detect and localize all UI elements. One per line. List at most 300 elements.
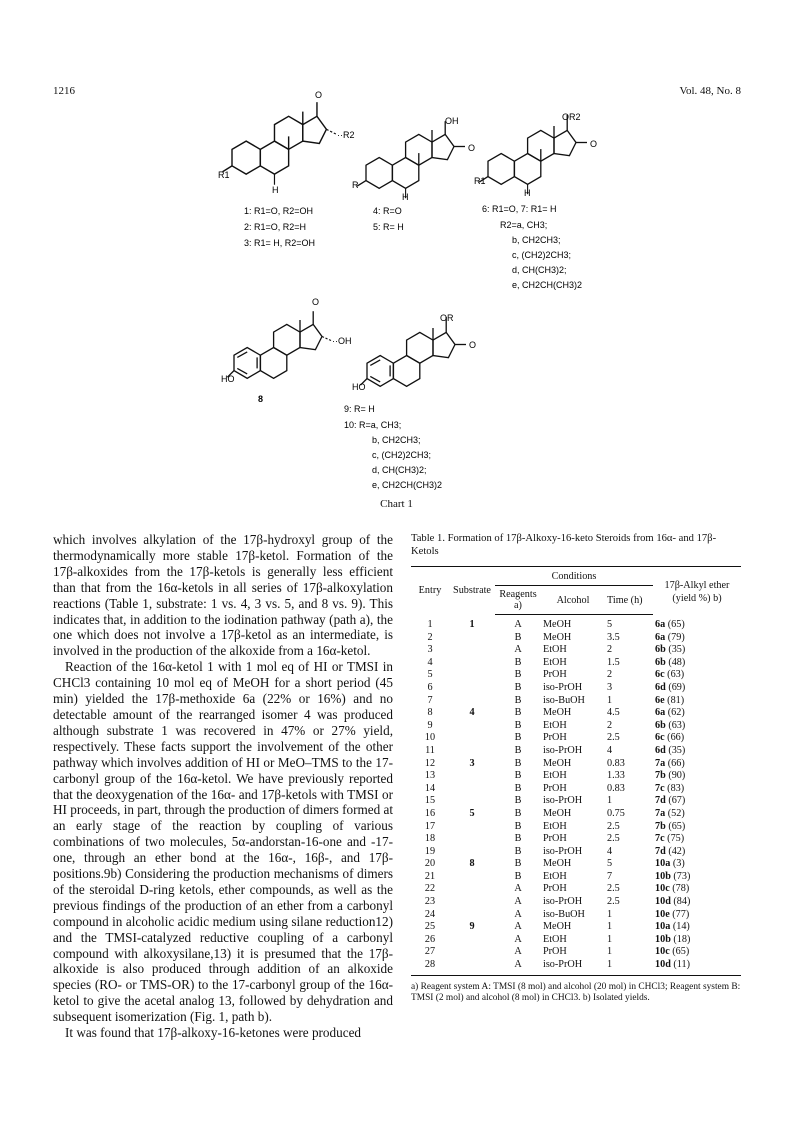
cell-product: 7b [655, 820, 666, 832]
cell-product-yield [653, 644, 741, 657]
cell-reagent: A [514, 933, 522, 945]
cell-alcohol: MeOH [543, 921, 572, 933]
cell-time: 1 [607, 908, 613, 920]
cell-reagent: B [514, 795, 522, 807]
cell-product: 10e [655, 908, 670, 920]
cell-substrate [449, 720, 495, 733]
cell-alcohol: EtOH [543, 656, 567, 668]
cell-time: 3.5 [607, 631, 620, 643]
cell-product: 6d [655, 744, 666, 756]
cell-time: 4 [607, 845, 613, 857]
compound-label: 10: R=a, CH3; [344, 420, 402, 430]
journal-volume: Vol. 48, No. 8 [679, 85, 741, 97]
table-row [411, 669, 741, 682]
cell-yield: (66) [667, 757, 685, 769]
cell-product: 6a [655, 707, 666, 719]
cell-substrate: 5 [469, 807, 475, 819]
cell-time: 1 [607, 795, 613, 807]
cell-reagent: A [514, 946, 522, 958]
cell-alcohol: EtOH [543, 933, 567, 945]
cell-substrate [449, 846, 495, 859]
compound-label: 4: R=O [373, 206, 402, 216]
col-header-reagents: Reagents a) [495, 586, 541, 615]
ho-label: HO [221, 374, 235, 384]
r2-label: ··R2 [337, 130, 355, 140]
cell-alcohol: EtOH [543, 870, 567, 882]
cell-product: 10b [655, 870, 671, 882]
table-row [411, 795, 741, 808]
cell-substrate [449, 657, 495, 670]
col-header-alcohol: Alcohol [541, 586, 605, 615]
table-footnote: a) Reagent system A: TMSI (8 mol) and alcohol (20 mol) in CHCl3; Reagent system B: TMSI (2 mol) and alcohol (8 mol) in CHCl3. b) Isolated yields. [411, 981, 741, 1004]
cell-alcohol: iso-PrOH [543, 795, 583, 807]
cell-reagent: B [514, 732, 522, 744]
h-label: H [272, 185, 279, 195]
cell-yield: (83) [667, 782, 685, 794]
cell-reagent: B [514, 770, 522, 782]
cell-alcohol: iso-PrOH [543, 681, 583, 693]
cell-yield: (66) [667, 732, 685, 744]
cell-time: 2.5 [607, 896, 620, 908]
cell-alcohol: MeOH [543, 858, 572, 870]
cell-product: 10d [655, 959, 671, 971]
h-label: H [402, 192, 409, 202]
r-label: R [352, 180, 359, 190]
cell-product-yield [653, 921, 741, 934]
col-header-time: Time (h) [605, 586, 653, 615]
cell-yield: (52) [667, 807, 685, 819]
cell-time: 1.33 [607, 770, 625, 782]
cell-entry: 24 [424, 908, 436, 920]
cell-alcohol: PrOH [543, 732, 567, 744]
cell-product-yield [653, 745, 741, 758]
cell-reagent: A [514, 896, 522, 908]
cell-entry: 25 [424, 921, 436, 933]
cell-product-yield [653, 858, 741, 871]
cell-substrate [449, 669, 495, 682]
cell-reagent: B [514, 782, 522, 794]
compound-label: c, (CH2)2CH3; [372, 450, 432, 460]
cell-entry: 8 [427, 707, 433, 719]
cell-reagent: B [514, 845, 522, 857]
compound-label: 8 [258, 394, 264, 404]
table-1 [411, 532, 741, 1005]
cell-entry: 23 [424, 896, 436, 908]
cell-time: 4.5 [607, 707, 620, 719]
cell-yield: (14) [672, 921, 690, 933]
cell-yield: (63) [668, 719, 686, 731]
compound-label: 2: R1=O, R2=H [244, 222, 307, 232]
table-row [411, 821, 741, 834]
cell-substrate [449, 946, 495, 959]
cell-reagent: B [514, 757, 522, 769]
cell-time: 2 [607, 719, 613, 731]
cell-product-yield [653, 883, 741, 896]
cell-alcohol: MeOH [543, 807, 572, 819]
cell-time: 2 [607, 669, 613, 681]
cell-product: 6d [655, 681, 666, 693]
cell-alcohol: EtOH [543, 644, 567, 656]
cell-product: 10c [655, 883, 670, 895]
cell-alcohol: iso-PrOH [543, 744, 583, 756]
cell-yield: (73) [673, 870, 691, 882]
cell-yield: (48) [668, 656, 686, 668]
cell-alcohol: iso-PrOH [543, 896, 583, 908]
cell-entry: 19 [424, 845, 436, 857]
cell-entry: 7 [427, 694, 433, 706]
cell-yield: (18) [673, 933, 691, 945]
cell-product-yield [653, 695, 741, 708]
cell-time: 2 [607, 644, 613, 656]
cell-product: 6c [655, 732, 665, 744]
cell-product-yield [653, 896, 741, 909]
compound-label: d, CH(CH3)2; [372, 465, 427, 475]
col-header-yield: (yield %) b) [672, 593, 722, 605]
cell-time: 5 [607, 619, 613, 630]
cell-product: 7d [655, 845, 666, 857]
page-number: 1216 [53, 85, 75, 97]
table-row [411, 959, 741, 975]
cell-product-yield [653, 871, 741, 884]
cell-product-yield [653, 959, 741, 975]
h-label: H [524, 188, 531, 198]
cell-substrate [449, 959, 495, 975]
cell-yield: (65) [667, 618, 685, 630]
cell-yield: (77) [672, 908, 690, 920]
or2-label: OR2 [562, 112, 581, 122]
cell-substrate [449, 783, 495, 796]
cell-yield: (69) [668, 681, 686, 693]
cell-reagent: B [514, 744, 522, 756]
cell-alcohol: MeOH [543, 707, 572, 719]
table-row [411, 770, 741, 783]
cell-yield: (75) [667, 833, 685, 845]
cell-reagent: B [514, 656, 522, 668]
cell-time: 2.5 [607, 732, 620, 744]
cell-time: 1 [607, 933, 613, 945]
cell-alcohol: MeOH [543, 631, 572, 643]
cell-product: 6c [655, 669, 665, 681]
cell-yield: (84) [673, 896, 691, 908]
col-header-entry: Entry [411, 567, 449, 615]
cell-substrate [449, 745, 495, 758]
cell-time: 1 [607, 694, 613, 706]
cell-time: 1 [605, 959, 653, 975]
cell-product-yield [653, 657, 741, 670]
oxo-label: O [315, 90, 323, 100]
cell-product: 7d [655, 795, 666, 807]
cell-reagent: A [514, 908, 522, 920]
cell-reagent: A [514, 619, 522, 630]
compound-label: 9: R= H [344, 404, 375, 414]
cell-entry: 1 [427, 618, 433, 630]
body-paragraph: which involves alkylation of the 17β-hydroxyl group of the thermodynamically more stable 17β-ketol. Formation of the 17β-alkoxides from the 17β-ketols is generally less efficient than that from the 16α-ketols in all series of 17β-alkoxylation reactions (Table 1, substrate: 1 vs. 4, 3 vs. 5, and 8 vs. 9). This indicates that, in addition to the iodination pathway (path a), the one which does not involve a 17β-ketol as an intermediate, is involved in the production of the alkoxide from a 16α-ketol. [53, 532, 393, 659]
cell-entry: 18 [424, 833, 436, 845]
table-row [411, 615, 741, 632]
oxo-label: O [590, 139, 598, 149]
cell-product: 10d [655, 896, 671, 908]
cell-entry: 21 [424, 870, 436, 882]
cell-reagent: B [514, 681, 522, 693]
or-label: OR [440, 313, 454, 323]
cell-entry: 22 [424, 883, 436, 895]
cell-alcohol: iso-BuOH [543, 908, 585, 920]
ho-label: HO [352, 382, 366, 392]
compound-label: 3: R1= H, R2=OH [244, 238, 316, 248]
table-row [411, 846, 741, 859]
table-row [411, 896, 741, 909]
col-header-conditions: Conditions [495, 567, 653, 586]
cell-alcohol: PrOH [543, 946, 567, 958]
table-row [411, 909, 741, 922]
cell-entry: 4 [427, 656, 433, 668]
cell-product: 6a [655, 618, 666, 630]
cell-yield: (81) [667, 694, 685, 706]
cell-alcohol: EtOH [543, 719, 567, 731]
cell-product: 10a [655, 921, 671, 933]
results-table [411, 566, 741, 976]
table-row [411, 644, 741, 657]
cell-entry: 9 [427, 719, 433, 731]
compound-label: b, CH2CH3; [512, 235, 561, 245]
compound-label: e, CH2CH(CH3)2 [372, 480, 443, 490]
cell-product: 6a [655, 631, 666, 643]
cell-alcohol: PrOH [543, 883, 567, 895]
oh-label: ··OH [332, 336, 352, 346]
cell-reagent: B [514, 631, 522, 643]
compound-label: 1: R1=O, R2=OH [244, 206, 314, 216]
cell-time: 2.5 [607, 883, 620, 895]
table-row [411, 657, 741, 670]
cell-product-yield [653, 821, 741, 834]
cell-reagent: B [514, 719, 522, 731]
cell-time: 1 [607, 921, 613, 933]
cell-product-yield [653, 732, 741, 745]
cell-substrate: 8 [469, 858, 475, 870]
cell-yield: (62) [667, 707, 685, 719]
cell-substrate: 9 [469, 921, 475, 933]
table-row [411, 946, 741, 959]
cell-alcohol: PrOH [543, 782, 567, 794]
cell-yield: (42) [668, 845, 686, 857]
cell-product-yield [653, 758, 741, 771]
cell-product-yield [653, 707, 741, 720]
table-row [411, 934, 741, 947]
cell-alcohol: iso-PrOH [541, 959, 605, 975]
col-header-ether: 17β-Alkyl ether [664, 580, 730, 592]
cell-product-yield [653, 632, 741, 645]
cell-yield: (63) [667, 669, 685, 681]
table-row [411, 921, 741, 934]
cell-substrate [449, 632, 495, 645]
table-row [411, 732, 741, 745]
cell-entry: 13 [424, 770, 436, 782]
table-row [411, 745, 741, 758]
cell-product-yield [653, 808, 741, 821]
cell-time: 0.83 [607, 757, 625, 769]
table-row [411, 783, 741, 796]
cell-entry: 17 [424, 820, 436, 832]
cell-product-yield [653, 833, 741, 846]
cell-reagent: A [514, 883, 522, 895]
table-row [411, 758, 741, 771]
body-paragraph: It was found that 17β-alkoxy-16-ketones were produced [65, 1025, 362, 1041]
cell-yield: (35) [668, 744, 686, 756]
cell-entry: 6 [427, 681, 433, 693]
cell-yield: (65) [668, 820, 686, 832]
cell-product-yield [653, 669, 741, 682]
cell-entry: 12 [424, 757, 436, 769]
cell-product: 10a [655, 858, 671, 870]
cell-substrate [449, 821, 495, 834]
cell-reagent: B [514, 858, 522, 870]
cell-substrate [449, 732, 495, 745]
cell-substrate [449, 795, 495, 808]
table-row [411, 720, 741, 733]
cell-time: 0.75 [607, 807, 625, 819]
table-row [411, 695, 741, 708]
cell-time: 2.5 [607, 820, 620, 832]
table-row [411, 682, 741, 695]
cell-substrate [449, 909, 495, 922]
cell-alcohol: PrOH [543, 669, 567, 681]
cell-time: 4 [607, 744, 613, 756]
cell-substrate [449, 682, 495, 695]
cell-product-yield [653, 615, 741, 632]
col-header-substrate: Substrate [449, 567, 495, 615]
cell-entry: 15 [424, 795, 436, 807]
cell-substrate: 4 [469, 707, 475, 719]
table-row [411, 707, 741, 720]
table-row [411, 632, 741, 645]
cell-product-yield [653, 946, 741, 959]
cell-product-yield [653, 770, 741, 783]
cell-product: 6e [655, 694, 665, 706]
cell-alcohol: EtOH [543, 770, 567, 782]
cell-product-yield [653, 795, 741, 808]
table-row [411, 858, 741, 871]
cell-time: 5 [607, 858, 613, 870]
cell-yield: (90) [668, 770, 686, 782]
cell-reagent: B [514, 870, 522, 882]
cell-substrate [449, 883, 495, 896]
cell-product-yield [653, 846, 741, 859]
compound-label: d, CH(CH3)2; [512, 265, 567, 275]
table-row [411, 808, 741, 821]
cell-substrate [449, 871, 495, 884]
cell-entry: 5 [427, 669, 433, 681]
cell-reagent: B [514, 707, 522, 719]
chart-caption: Chart 1 [380, 498, 413, 510]
cell-substrate [449, 896, 495, 909]
cell-time: 1 [607, 946, 613, 958]
r1-label: R1 [474, 176, 486, 186]
compound-label: 6: R1=O, 7: R1= H [482, 204, 557, 214]
cell-product: 10b [655, 933, 671, 945]
body-paragraph: Reaction of the 16α-ketol 1 with 1 mol eq of HI or TMSI in CHCl3 containing 10 mol eq of MeOH for a short period (45 min) yielded the 17β-methoxide 6a (22% or 16%) and no detectable amount of the rearranged isomer 4 was produced although substrate 1 was recovered in 47% or 27% yield, respectively. These facts support the involvement of the other pathway which involves addition of HI or MeO–TMS to the 17-carbonyl group of the 16α-ketol. We have previously reported that the deoxygenation of the 16α- and 17β-ketols with TMSI or HI proceeds, in part, through the production of dimers formed at an early stage of the reaction by coupling of various combinations of two molecules, 5α-andorstan-16-one and -17-one, through an ether bond at the 16α-, 16β-, and 17β-positions.9b) Considering the production mechanisms of dimers of the steroidal D-ring ketols, ether compounds, as well as the previous findings of the production of an ether from a carbonyl compound in alcoholic acidic medium using silane reduction12) and the TMSI-catalyzed reductive coupling of a carbonyl compound with alkoxysilane,13) it is presumed that the 17β-alkoxide is also produced through addition of an alkoxide species (RO- or TMS-OR) to the 17-carbonyl group of the 16α-ketol to give the acetal analog 13, followed by dehydration and subsequent isomerization (Fig. 1, path b). [53, 659, 393, 1025]
cell-yield: (65) [672, 946, 690, 958]
cell-time: 3 [607, 681, 613, 693]
cell-alcohol: EtOH [543, 820, 567, 832]
cell-alcohol: MeOH [543, 757, 572, 769]
cell-substrate [449, 934, 495, 947]
cell-time: 7 [607, 870, 613, 882]
cell-entry: 11 [425, 744, 435, 756]
oxo-label: O [312, 297, 320, 307]
cell-yield: (67) [668, 795, 686, 807]
cell-substrate [449, 770, 495, 783]
cell-entry: 20 [424, 858, 436, 870]
cell-reagent: B [514, 820, 522, 832]
oxo-label: O [468, 143, 476, 153]
cell-entry: 27 [424, 946, 436, 958]
compound-label: e, CH2CH(CH3)2 [512, 280, 583, 290]
cell-alcohol: iso-BuOH [543, 694, 585, 706]
cell-product-yield [653, 783, 741, 796]
cell-product-yield [653, 720, 741, 733]
cell-substrate [449, 644, 495, 657]
cell-entry: 14 [424, 782, 436, 794]
cell-entry: 26 [424, 933, 436, 945]
cell-reagent: B [514, 669, 522, 681]
cell-substrate: 3 [469, 757, 475, 769]
cell-reagent: B [514, 833, 522, 845]
cell-entry: 3 [427, 644, 433, 656]
cell-entry: 16 [424, 807, 436, 819]
cell-time: 0.83 [607, 782, 625, 794]
cell-entry: 2 [427, 631, 433, 643]
oxo-label: O [469, 340, 477, 350]
chart-structures [0, 0, 793, 500]
compound-label: 5: R= H [373, 222, 404, 232]
cell-product: 7a [655, 807, 666, 819]
cell-substrate: 1 [469, 618, 475, 630]
table-title: Table 1. Formation of 17β-Alkoxy-16-keto Steroids from 16α- and 17β-Ketols [411, 533, 717, 557]
cell-product: 7a [655, 757, 666, 769]
compound-label: b, CH2CH3; [372, 435, 421, 445]
cell-product: 7c [655, 833, 665, 845]
cell-yield: (3) [672, 858, 685, 870]
cell-substrate [449, 833, 495, 846]
cell-product-yield [653, 909, 741, 922]
cell-product: 6b [655, 719, 666, 731]
cell-time: 1.5 [607, 656, 620, 668]
cell-yield: (79) [667, 631, 685, 643]
table-row [411, 871, 741, 884]
cell-reagent: A [495, 959, 541, 975]
cell-reagent: A [514, 921, 522, 933]
cell-reagent: B [514, 807, 522, 819]
table-row [411, 833, 741, 846]
cell-product: 6b [655, 656, 666, 668]
cell-reagent: B [514, 694, 522, 706]
cell-time: 2.5 [607, 833, 620, 845]
cell-product-yield [653, 682, 741, 695]
table-row [411, 883, 741, 896]
cell-product-yield [653, 934, 741, 947]
body-text [53, 532, 393, 1041]
cell-alcohol: PrOH [543, 833, 567, 845]
cell-product: 7c [655, 782, 665, 794]
r1-label: R1 [218, 170, 230, 180]
cell-yield: (78) [672, 883, 690, 895]
cell-product: 6b [655, 644, 666, 656]
cell-yield: (11) [673, 959, 691, 971]
compound-label: c, (CH2)2CH3; [512, 250, 572, 260]
cell-alcohol: iso-PrOH [543, 845, 583, 857]
cell-alcohol: MeOH [543, 619, 572, 630]
compound-label: R2=a, CH3; [500, 220, 548, 230]
